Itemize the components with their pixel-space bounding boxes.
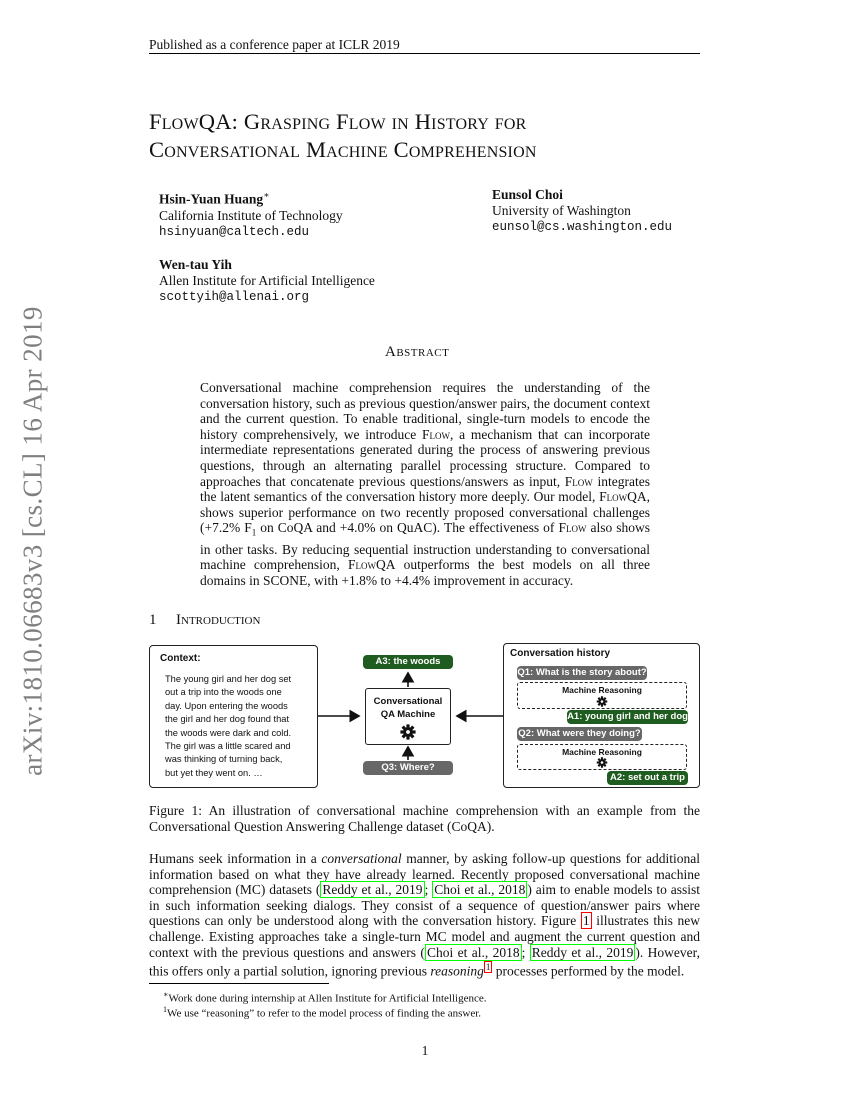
question-q1-tag: Q1: What is the story about? — [517, 667, 647, 678]
footnote-ref-link[interactable]: 1 — [485, 962, 491, 973]
author-email[interactable]: eunsol@cs.washington.edu — [492, 220, 673, 234]
question-q2-tag: Q2: What were they doing? — [518, 728, 641, 739]
author-name: Eunsol Choi — [492, 187, 563, 202]
machine-line-1: Conversational — [373, 696, 443, 707]
answer-a1-tag: A1: young girl and her dog — [567, 711, 688, 722]
context-label: Context: — [160, 653, 201, 664]
author-block-3 — [159, 257, 375, 305]
header-rule — [149, 53, 700, 54]
machine-reasoning-label: Machine Reasoning — [562, 747, 642, 757]
author-block-1 — [159, 187, 343, 240]
section-number: 1 — [149, 612, 157, 628]
paper-title — [149, 108, 537, 164]
author-affiliation: California Institute of Technology — [159, 207, 343, 223]
citation-link[interactable]: Choi et al., 2018 — [426, 944, 520, 960]
arxiv-id: arXiv:1810.06683v3 [cs.CL] 16 Apr 2019 — [17, 305, 47, 776]
gear-icon — [597, 757, 608, 768]
answer-a2-tag: A2: set out a trip — [607, 771, 688, 785]
machine-line-2: QA Machine — [380, 709, 436, 720]
citation-link[interactable]: Reddy et al., 2019 — [531, 944, 634, 960]
context-text: The young girl and her dog set out a trip into the woods one day. Upon entering the woods the girl and her dog found that the woods were dark and cold. The girl was a little scared and was thinking of turning back, but yet they went on. … — [165, 674, 292, 778]
question-q3-tag: Q3: Where? — [363, 761, 453, 775]
abstract-body: Conversational machine comprehension requires the understanding of the conversation history, such as previous question/answer pairs, the document context and the current question. To enable traditional, single-turn models to encode the history comprehensively, we introduce Flow, a mechanism that can incorporate intermediate representations generated during the process of answering previous questions, through an alternating parallel processing structure. Compared to approaches that concatenate previous questions/answers as input, Flow integrates the latent semantics of the conversation history more deeply. Our model, FlowQA, shows superior performance on two recently proposed conversational challenges (+7.2% $F_1$ on CoQA and +4.0% on QuAC). The effectiveness of Flow also shows in other tasks. By reducing sequential instruction understanding to conversational machine comprehension, FlowQA outperforms the best models on all three domains in SCONE, with +1.8% to +4.4% improvement in accuracy. — [200, 380, 650, 588]
machine-reasoning-1 — [517, 682, 687, 709]
author-mark: ∗ — [263, 190, 270, 200]
title-line-2: Conversational Machine Comprehension — [149, 137, 537, 162]
history-title: Conversation history — [510, 648, 611, 659]
author-name: Wen-tau Yih — [159, 257, 232, 272]
qa-machine-box — [365, 688, 451, 745]
author-email[interactable]: scottyih@allenai.org — [159, 290, 310, 304]
gear-icon — [400, 724, 416, 740]
footnote-rule — [149, 983, 329, 984]
section-heading — [149, 612, 260, 629]
figure-ref-link[interactable]: 1 — [582, 913, 590, 929]
author-email[interactable]: hsinyuan@caltech.edu — [159, 224, 310, 239]
author-block-2 — [492, 187, 672, 235]
title-line-1: FlowQA: Grasping Flow in History for — [149, 109, 527, 134]
figure-caption: Figure 1: An illustration of conversational machine comprehension with an example from the Conversational Question Answering Challenge dataset (CoQA). — [149, 803, 701, 834]
machine-reasoning-label: Machine Reasoning — [562, 685, 642, 695]
author-affiliation: Allen Institute for Artificial Intelligence — [159, 273, 375, 288]
intro-paragraph: Humans seek information in a conversational manner, by asking follow-up questions for additional information based on what they have already learned. Recently proposed conversational machine comprehension (MC) datasets ( Reddy et al., 2019 ; Choi et al., 2018 ) aim to enable models to assist in such information seeking dialogs. They consist of a sequence of question/answer pairs where questions can only be understood along with the conversation history. Figure 1 illustrates this new challenge. Existing approaches take a single-turn MC model and augment the current question and context with the previous questions and answers ( Choi et al., 2018 ; Reddy et al., 2019 ). However, this offers only a partial solution, ignoring previous reasoning $^1$ processes performed by the model. — [149, 851, 700, 979]
running-header: Published as a conference paper at ICLR 2019 — [149, 37, 400, 52]
page-number: 1 — [421, 1043, 429, 1058]
section-title: Introduction — [176, 612, 261, 628]
conversation-history-box — [503, 643, 700, 788]
footnote-1: ∗Work done during internship at Allen Institute for Artificial Intelligence. — [163, 990, 487, 1005]
arxiv-stamp — [10, 293, 55, 788]
context-box — [149, 645, 318, 788]
citation-link[interactable]: Choi et al., 2018 — [434, 882, 526, 898]
gear-icon — [597, 696, 608, 707]
answer-a3-tag: A3: the woods — [363, 655, 453, 669]
citation-link[interactable]: Reddy et al., 2019 — [322, 882, 423, 898]
machine-reasoning-2 — [517, 744, 687, 770]
author-affiliation: University of Washington — [492, 203, 631, 218]
abstract-heading: Abstract — [385, 344, 450, 360]
author-name: Hsin-Yuan Huang — [159, 191, 264, 207]
footnote-2: $^1$We use “reasoning” to refer to the model process of finding the answer. — [163, 1005, 482, 1020]
figure-1 — [149, 643, 700, 790]
